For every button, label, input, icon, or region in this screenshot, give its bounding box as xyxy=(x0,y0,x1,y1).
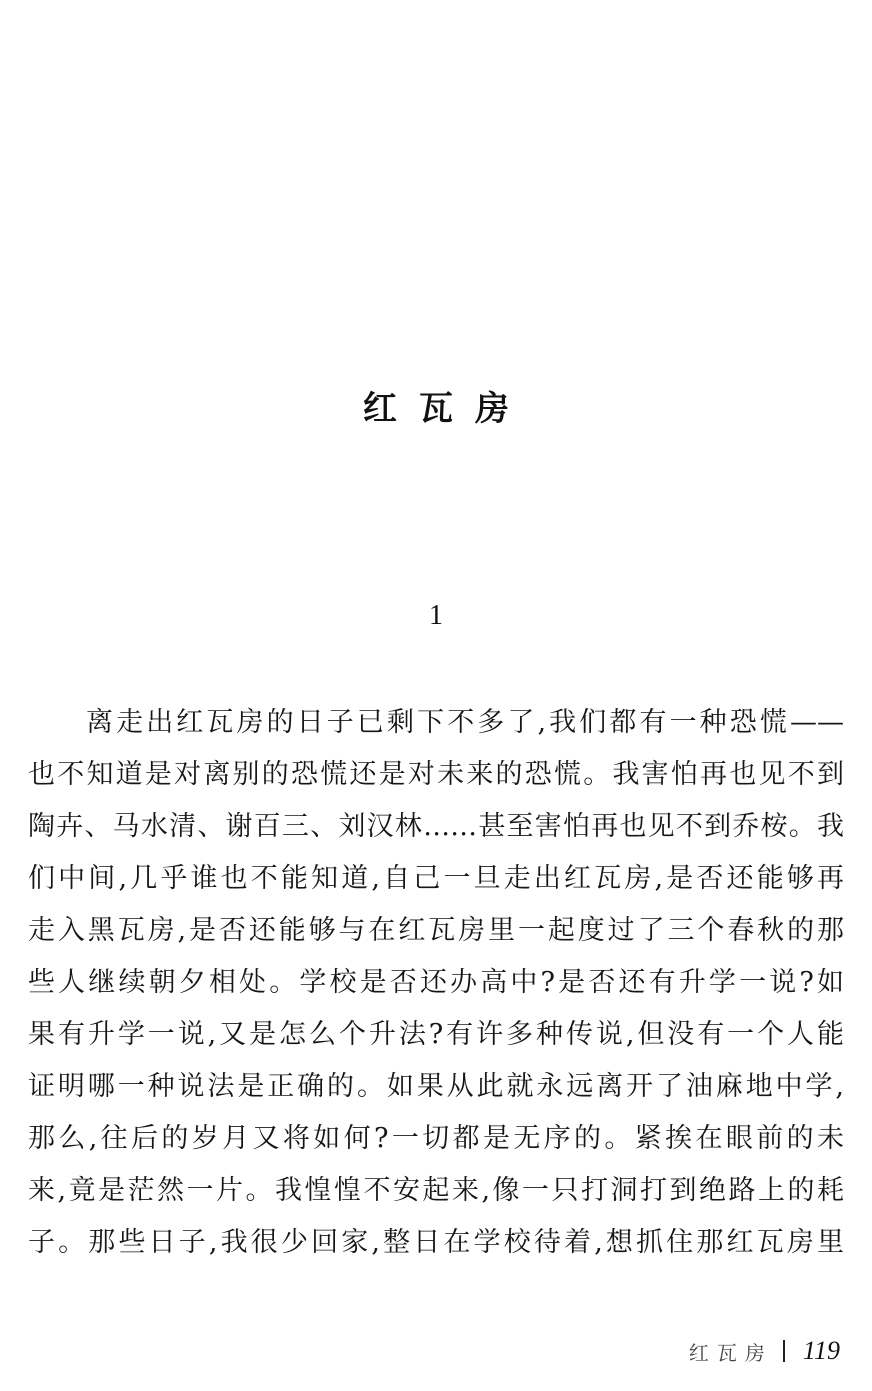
body-paragraph xyxy=(28,699,844,1271)
body-line: 果有升学一说,又是怎么个升法?有许多种传说,但没有一个人能 xyxy=(28,1019,844,1050)
body-line: 们中间,几乎谁也不能知道,自己一旦走出红瓦房,是否还能够再 xyxy=(28,863,844,894)
page-number: 119 xyxy=(802,1336,840,1365)
body-line: 离走出红瓦房的日子已剩下不多了,我们都有一种恐慌—— xyxy=(86,707,844,738)
running-footer xyxy=(689,1334,840,1368)
chapter-title: 红瓦房 xyxy=(363,389,531,429)
section-number: 1 xyxy=(429,600,443,631)
body-line: 也不知道是对离别的恐慌还是对未来的恐慌。我害怕再也见不到 xyxy=(28,759,844,790)
body-line: 些人继续朝夕相处。学校是否还办高中?是否还有升学一说?如 xyxy=(28,967,844,998)
body-line: 子。那些日子,我很少回家,整日在学校待着,想抓住那红瓦房里 xyxy=(28,1227,844,1258)
body-line: 来,竟是茫然一片。我惶惶不安起来,像一只打洞打到绝路上的耗 xyxy=(28,1175,844,1206)
body-line: 那么,往后的岁月又将如何?一切都是无序的。紧挨在眼前的未 xyxy=(28,1123,844,1154)
footer-running-title: 红瓦房 xyxy=(688,1340,773,1365)
footer-divider xyxy=(783,1340,785,1362)
body-line: 陶卉、马水清、谢百三、刘汉林……甚至害怕再也见不到乔桉。我 xyxy=(28,811,844,842)
body-line: 证明哪一种说法是正确的。如果从此就永远离开了油麻地中学, xyxy=(28,1071,844,1102)
body-line: 走入黑瓦房,是否还能够与在红瓦房里一起度过了三个春秋的那 xyxy=(28,915,844,946)
